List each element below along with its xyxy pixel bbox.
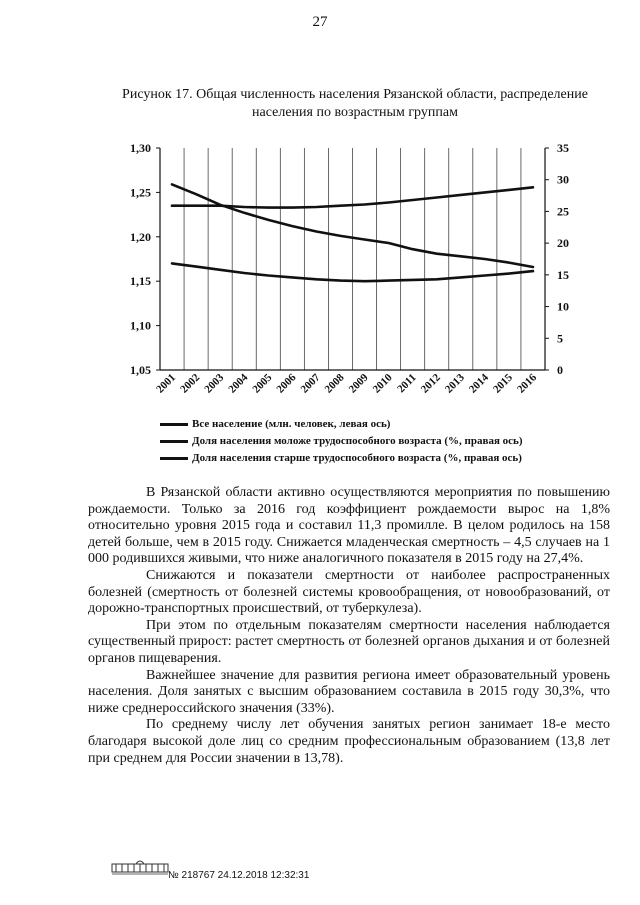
x-tick-label: 2004	[226, 371, 251, 396]
x-tick-label: 2013	[442, 371, 467, 396]
x-tick-label: 2009	[346, 371, 371, 396]
document-footer: № 218767 24.12.2018 12:32:31	[168, 870, 310, 881]
x-tick-label: 2012	[418, 371, 443, 396]
y-right-tick-label: 10	[557, 299, 569, 314]
figure-title	[95, 86, 615, 122]
x-tick-label: 2014	[466, 371, 491, 396]
y-left-tick-label: 1,05	[130, 363, 151, 377]
x-tick-label: 2010	[370, 371, 395, 396]
x-tick-label: 2002	[178, 371, 203, 396]
x-tick-label: 2003	[202, 371, 227, 396]
y-left-tick-label: 1,30	[130, 141, 151, 155]
y-left-tick-label: 1,10	[130, 318, 151, 333]
figure-title-line-1: Рисунок 17. Общая численность населения Рязанской области, распределение	[122, 87, 588, 102]
x-tick-label: 2001	[154, 371, 179, 396]
legend-item-young	[160, 435, 523, 447]
paragraph: При этом по отдельным показателям смертности населения наблюдается существенный прирост: растет смертность от болезней органов дыхания и от болезней органов пищеварения.	[88, 617, 610, 666]
legend-line-icon	[160, 423, 188, 426]
legend-label: Доля населения моложе трудоспособного возраста (%, правая ось)	[192, 435, 523, 447]
y-right-tick-label: 20	[557, 236, 569, 251]
y-right-tick-label: 30	[557, 172, 569, 187]
paragraph: По среднему числу лет обучения занятых регион занимает 18-е место благодаря высокой доле лиц со средним профессиональным образованием (13,8 лет при среднем для России значении в 13,78).	[88, 717, 610, 766]
legend-line-icon	[160, 440, 188, 443]
y-right-tick-label: 0	[557, 363, 563, 377]
legend-line-icon	[160, 457, 188, 460]
population-chart	[100, 135, 580, 410]
x-tick-label: 2008	[322, 371, 347, 396]
y-left-tick-label: 1,25	[130, 185, 151, 200]
legend-item-total	[160, 418, 390, 430]
y-right-tick-label: 5	[557, 331, 563, 346]
page-number: 27	[312, 14, 328, 30]
y-left-tick-label: 1,20	[130, 229, 151, 244]
legend-label: Все население (млн. человек, левая ось)	[192, 418, 391, 430]
x-tick-label: 2005	[250, 371, 275, 396]
body-text	[88, 485, 610, 767]
x-tick-label: 2016	[515, 371, 540, 396]
legend-label: Доля населения старше трудоспособного возраста (%, правая ось)	[192, 452, 522, 464]
y-right-tick-label: 35	[557, 141, 569, 155]
x-tick-label: 2015	[490, 371, 516, 396]
x-tick-label: 2011	[395, 371, 419, 396]
y-left-tick-label: 1,15	[130, 274, 151, 289]
y-right-tick-label: 25	[557, 204, 569, 219]
paragraph: В Рязанской области активно осуществляются мероприятия по повышению рождаемости. Только за 2016 год коэффициент рождаемости вырос на 1,8% относительно уровня 2015 года и составил 11,3 промилле. В целом родилось на 158 детей больше, чем в 2015 году. Снижается младенческая смертность – 4,5 случаев на 1 000 родившихся живыми, что ниже аналогичного показателя в 2015 году на 27,4%.	[88, 485, 610, 567]
x-tick-label: 2006	[274, 371, 299, 396]
figure-title-line-2: населения по возрастным группам	[252, 105, 458, 120]
y-right-tick-label: 15	[557, 267, 569, 282]
building-stamp-icon	[110, 856, 170, 876]
paragraph: Важнейшее значение для развития региона имеет образовательный уровень населения. Доля занятых с высшим образованием составила в 2015 году 30,3%, что ниже среднероссийского значения (33%).	[88, 667, 610, 716]
x-tick-label: 2007	[298, 371, 323, 396]
legend-item-old	[160, 452, 522, 464]
paragraph: Снижаются и показатели смертности от наиболее распространенных болезней (смертность от болезней системы кровообращения, от новообразований, от дорожно-транспортных происшествий, от туберкулеза).	[88, 567, 610, 617]
